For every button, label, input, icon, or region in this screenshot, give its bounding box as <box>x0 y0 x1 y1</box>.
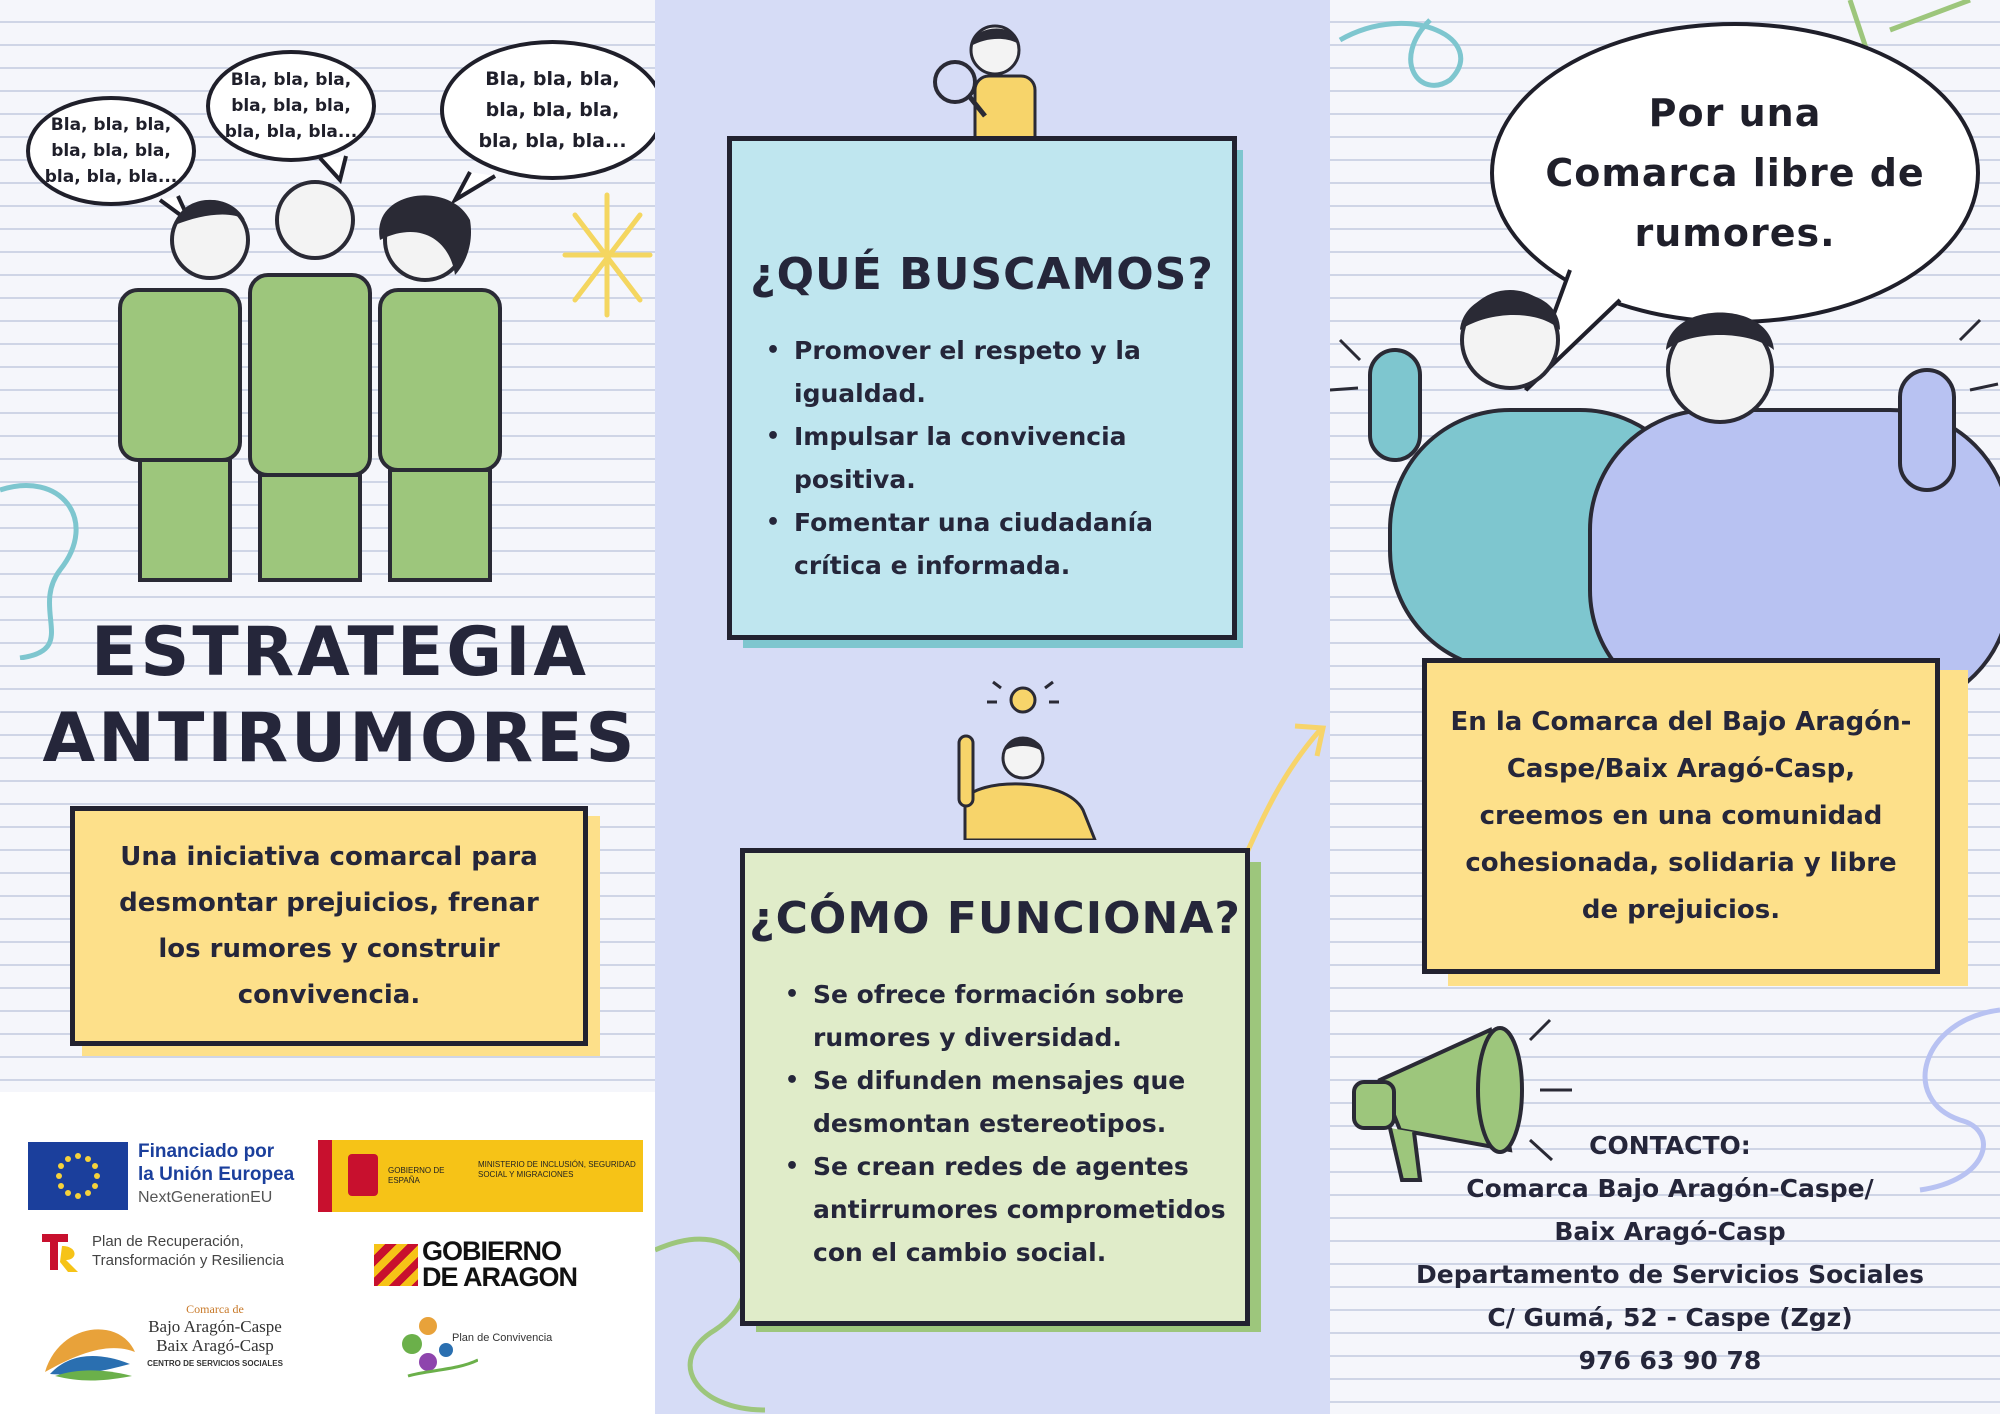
contact-block <box>1370 1124 1970 1382</box>
comarca-line2: Baix Aragó-Casp <box>156 1336 274 1355</box>
contact-phone[interactable]: 976 63 90 78 <box>1578 1346 1762 1375</box>
logo-strip <box>0 1092 655 1414</box>
contact-line: Comarca Bajo Aragón-Caspe/ <box>1466 1174 1874 1203</box>
eu-flag-icon <box>28 1142 128 1210</box>
buscamos-item: • Promover el respeto y la igualdad. <box>766 329 1212 415</box>
buscamos-card <box>727 136 1237 640</box>
convivencia-logo-icon <box>398 1310 478 1380</box>
funciona-title: ¿CÓMO FUNCIONA? <box>749 893 1241 944</box>
eu-line1: Financiado por <box>138 1141 275 1162</box>
slogan-text: Por una Comarca libre de rumores. <box>1545 91 1925 255</box>
buscamos-item: • Impulsar la convivencia positiva. <box>766 415 1212 501</box>
buscamos-title: ¿QUÉ BUSCAMOS? <box>750 249 1214 300</box>
prtr-line1: Plan de Recuperación, <box>92 1233 244 1250</box>
comarca-center: CENTRO DE SERVICIOS SOCIALES <box>147 1359 283 1368</box>
people-group-illustration <box>80 180 540 600</box>
aragon-line2: DE ARAGON <box>422 1262 578 1292</box>
prtr-text <box>92 1232 284 1270</box>
contact-line: Baix Aragó-Casp <box>1554 1217 1786 1246</box>
contact-title: CONTACTO: <box>1589 1131 1751 1160</box>
aragon-flag-icon <box>374 1244 418 1286</box>
eu-line2: la Unión Europea <box>138 1164 295 1185</box>
funciona-item: • Se difunden mensajes que desmontan estereotipos. <box>785 1059 1229 1145</box>
gobierno-aragon-text <box>422 1238 577 1290</box>
spain-coat-icon <box>348 1154 378 1196</box>
funciona-item: • Se ofrece formación sobre rumores y diversidad. <box>785 973 1229 1059</box>
gobierno-espana-logo <box>318 1140 643 1212</box>
comarca-logo-icon <box>40 1312 140 1382</box>
prtr-line2: Transformación y Resiliencia <box>92 1252 285 1269</box>
bubble-text: Bla, bla, bla, bla, bla, bla, bla, bla, bla... <box>224 70 358 142</box>
eu-stars-icon <box>28 1142 128 1210</box>
buscamos-list <box>766 329 1212 587</box>
eu-funding-text <box>138 1140 294 1209</box>
intro-card <box>70 806 588 1046</box>
statement-text: En la Comarca del Bajo Aragón-Caspe/Baix Aragó-Casp, creemos en una comunidad cohesionada, solidaria y libre de prejuicios. <box>1450 706 1912 925</box>
intro-text: Una iniciativa comarcal para desmontar prejuicios, frenar los rumores y construir convivencia. <box>119 842 539 1010</box>
ministerio-text: MINISTERIO DE INCLUSIÓN, SEGURIDAD SOCIAL Y MIGRACIONES <box>478 1160 636 1179</box>
funciona-list <box>785 973 1229 1274</box>
funciona-card <box>740 848 1250 1326</box>
star-doodle-icon <box>560 190 655 320</box>
aragon-line1: GOBIERNO <box>422 1236 562 1266</box>
prtr-logo-icon <box>38 1230 82 1274</box>
eu-line3: NextGenerationEU <box>138 1189 273 1206</box>
strategy-title-line2: ANTIRUMORES <box>42 699 638 778</box>
buscamos-item: • Fomentar una ciudadanía crítica e informada. <box>766 501 1212 587</box>
convivencia-text: Plan de Convivencia <box>452 1332 553 1344</box>
thumbs-up-people-illustration <box>1330 280 2000 700</box>
contact-line: Departamento de Servicios Sociales <box>1416 1260 1924 1289</box>
strategy-title-line1: ESTRATEGIA <box>90 613 590 692</box>
funciona-item: • Se crean redes de agentes antirrumores comprometidos con el cambio social. <box>785 1145 1229 1274</box>
comarca-small: Comarca de <box>186 1302 244 1316</box>
statement-card <box>1422 658 1940 974</box>
left-panel <box>0 0 655 1414</box>
person-idea-illustration <box>905 680 1105 840</box>
bubble-text: Bla, bla, bla, bla, bla, bla, bla, bla, bla... <box>44 115 178 187</box>
gobierno-espana-text: GOBIERNO DE ESPAÑA <box>388 1166 445 1185</box>
contact-address: C/ Gumá, 52 - Caspe (Zgz) <box>1487 1303 1853 1332</box>
spain-flag-stripe <box>318 1140 332 1212</box>
comarca-line1: Bajo Aragón-Caspe <box>148 1317 282 1336</box>
comarca-text <box>130 1302 300 1368</box>
bubble-text: Bla, bla, bla, bla, bla, bla, bla, bla, bla... <box>478 67 627 152</box>
